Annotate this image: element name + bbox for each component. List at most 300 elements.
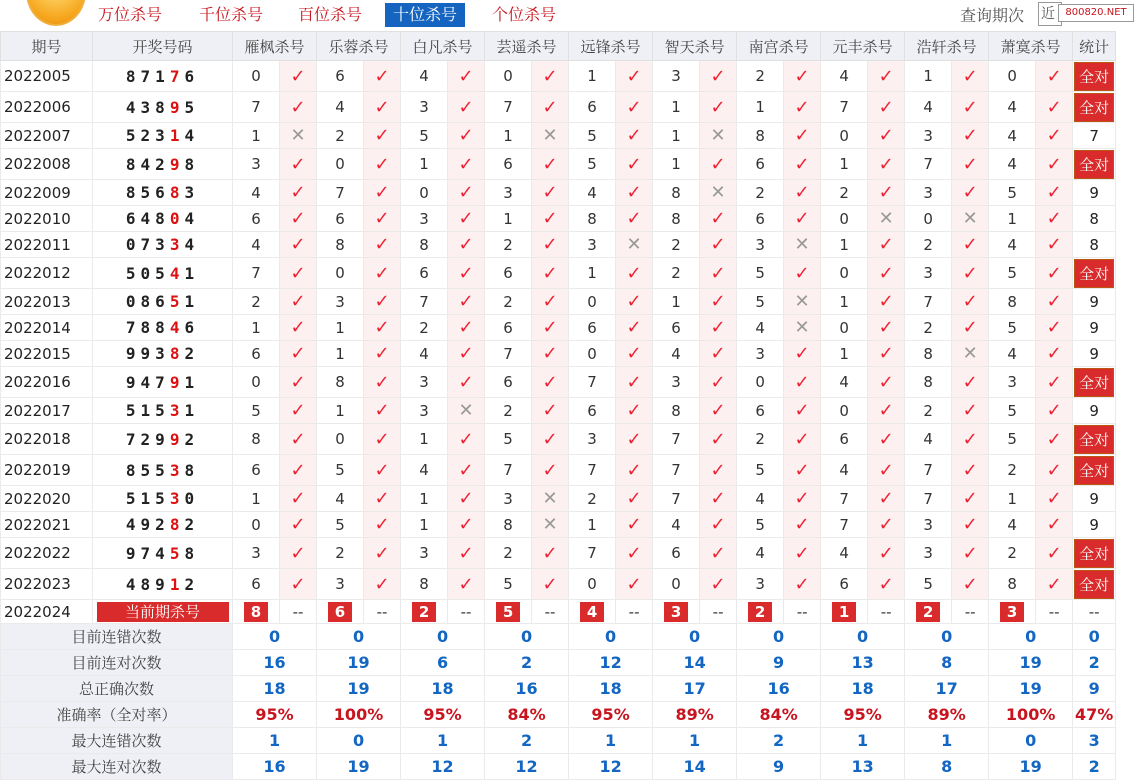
result-mark — [532, 149, 569, 180]
kill-number: 8 — [653, 398, 700, 424]
kill-number: 6 — [653, 538, 700, 569]
check-icon: ✓ — [374, 459, 390, 481]
check-icon: ✓ — [962, 182, 978, 203]
result-mark — [448, 232, 485, 258]
check-icon: ✓ — [710, 343, 726, 364]
result-mark — [532, 206, 569, 232]
check-icon: ✓ — [878, 234, 894, 255]
summary-value: 18 — [821, 676, 905, 702]
check-icon: ✓ — [878, 317, 894, 338]
draw-digit: 8 — [184, 460, 200, 480]
result-mark — [784, 569, 821, 600]
period-cell: 2022015 — [1, 341, 93, 367]
check-icon: ✓ — [878, 153, 894, 175]
kill-number: 6 — [569, 92, 616, 123]
summary-value: 16 — [737, 676, 821, 702]
check-icon: ✓ — [710, 542, 726, 564]
summary-value: 89% — [653, 702, 737, 728]
result-mark — [616, 232, 653, 258]
result-mark — [280, 258, 317, 289]
summary-value: 16 — [485, 676, 569, 702]
kill-number: 1 — [737, 92, 784, 123]
check-icon: ✓ — [374, 262, 390, 284]
result-mark — [868, 92, 905, 123]
result-mark — [952, 61, 989, 92]
result-mark — [700, 398, 737, 424]
draw-digit: 2 — [184, 515, 200, 534]
result-mark — [868, 206, 905, 232]
result-mark — [532, 123, 569, 149]
kill-number: 3 — [485, 180, 532, 206]
kill-number: 1 — [653, 289, 700, 315]
result-mark — [700, 232, 737, 258]
tab-4[interactable]: 十位杀号 — [385, 3, 465, 27]
predicted-kill-cell — [401, 600, 448, 624]
query-period-select[interactable]: 近 — [1038, 2, 1062, 26]
summary-value: 19 — [989, 676, 1073, 702]
top-bar — [0, 0, 1135, 31]
table-header-row — [1, 32, 1116, 61]
check-icon: ✓ — [794, 428, 810, 450]
period-cell: 2022011 — [1, 232, 93, 258]
result-mark — [448, 315, 485, 341]
check-icon: ✓ — [878, 573, 894, 595]
summary-value: 14 — [653, 754, 737, 780]
kill-number: 3 — [653, 61, 700, 92]
check-icon: ✓ — [374, 208, 390, 229]
kill-number: 1 — [317, 398, 364, 424]
result-mark — [616, 92, 653, 123]
check-icon: ✓ — [542, 234, 558, 255]
result-mark — [784, 180, 821, 206]
predicted-kill-number: 2 — [412, 602, 436, 622]
stat-cell — [1073, 455, 1116, 486]
col-expert: 远锋杀号 — [569, 32, 653, 61]
check-icon: ✓ — [878, 65, 894, 87]
result-mark — [364, 424, 401, 455]
check-icon: ✓ — [458, 459, 474, 481]
check-icon: ✓ — [710, 153, 726, 175]
pending-mark: -- — [448, 600, 485, 624]
stat-cell — [1073, 424, 1116, 455]
predicted-kill-number: 1 — [832, 602, 856, 622]
summary-label: 总正确次数 — [1, 676, 233, 702]
kill-number: 8 — [401, 232, 448, 258]
check-icon: ✓ — [962, 153, 978, 175]
period-cell: 2022023 — [1, 569, 93, 600]
check-icon: ✓ — [962, 262, 978, 284]
summary-value: 1 — [233, 728, 317, 754]
kill-number: 5 — [485, 424, 532, 455]
stat-cell — [1073, 289, 1116, 315]
result-mark — [364, 92, 401, 123]
check-icon: ✓ — [290, 371, 306, 393]
kill-number: 8 — [989, 289, 1036, 315]
summary-value: 1 — [905, 728, 989, 754]
summary-value: 19 — [317, 650, 401, 676]
result-mark — [448, 258, 485, 289]
kill-number: 0 — [401, 180, 448, 206]
kill-number: 4 — [401, 455, 448, 486]
result-mark — [952, 123, 989, 149]
result-mark — [532, 315, 569, 341]
period-cell: 2022007 — [1, 123, 93, 149]
stat-count: 8 — [1089, 235, 1099, 254]
result-mark — [952, 289, 989, 315]
check-icon: ✓ — [290, 65, 306, 87]
check-icon: ✓ — [626, 125, 642, 146]
cross-icon: ✕ — [458, 400, 474, 421]
result-mark — [280, 341, 317, 367]
result-mark — [616, 61, 653, 92]
kill-number: 1 — [401, 424, 448, 455]
stat-cell — [1073, 315, 1116, 341]
result-mark — [1036, 341, 1073, 367]
kill-number: 6 — [401, 258, 448, 289]
result-mark — [868, 258, 905, 289]
check-icon: ✓ — [794, 96, 810, 118]
kill-number: 5 — [905, 569, 952, 600]
summary-value: 19 — [989, 650, 1073, 676]
stat-cell — [1073, 341, 1116, 367]
summary-value: 16 — [233, 754, 317, 780]
kill-number: 1 — [569, 512, 616, 538]
result-mark — [532, 367, 569, 398]
kill-number: 6 — [317, 61, 364, 92]
kill-number: 2 — [905, 232, 952, 258]
kill-number: 7 — [653, 424, 700, 455]
draw-digit: 8 — [169, 515, 185, 534]
summary-value: 84% — [485, 702, 569, 728]
draw-digit: 1 — [169, 574, 185, 594]
result-mark — [280, 315, 317, 341]
all-correct-badge: 全对 — [1074, 456, 1114, 485]
draw-digit: 8 — [140, 292, 156, 311]
check-icon: ✓ — [542, 96, 558, 118]
check-icon: ✓ — [374, 400, 390, 421]
result-mark — [532, 341, 569, 367]
kill-number: 0 — [233, 367, 280, 398]
result-mark — [532, 61, 569, 92]
check-icon: ✓ — [290, 542, 306, 564]
pending-mark: -- — [532, 600, 569, 624]
kill-number: 4 — [989, 512, 1036, 538]
kill-number: 4 — [989, 92, 1036, 123]
period-cell: 2022012 — [1, 258, 93, 289]
kill-number: 0 — [821, 315, 868, 341]
col-expert: 白凡杀号 — [401, 32, 485, 61]
summary-value: 19 — [989, 754, 1073, 780]
summary-label: 目前连对次数 — [1, 650, 233, 676]
all-correct-badge: 全对 — [1074, 150, 1114, 179]
kill-number: 0 — [317, 149, 364, 180]
check-icon: ✓ — [458, 262, 474, 284]
draw-digit: 2 — [155, 154, 170, 174]
stat-count: 9 — [1089, 183, 1099, 202]
kill-number: 0 — [233, 512, 280, 538]
summary-value: 17 — [653, 676, 737, 702]
result-mark — [868, 341, 905, 367]
table-row — [1, 424, 1116, 455]
kill-number: 4 — [989, 232, 1036, 258]
result-mark — [1036, 149, 1073, 180]
check-icon: ✓ — [1046, 371, 1062, 393]
kill-number: 0 — [821, 258, 868, 289]
result-mark — [616, 289, 653, 315]
summary-stat: 47% — [1073, 702, 1116, 728]
draw-digit: 9 — [169, 97, 185, 117]
check-icon: ✓ — [626, 371, 642, 393]
kill-number: 2 — [317, 538, 364, 569]
result-mark — [700, 341, 737, 367]
check-icon: ✓ — [1046, 291, 1062, 312]
check-icon: ✓ — [710, 208, 726, 229]
kill-number: 6 — [233, 455, 280, 486]
pending-mark: -- — [616, 600, 653, 624]
cross-icon: ✕ — [626, 234, 642, 255]
check-icon: ✓ — [458, 291, 474, 312]
kill-number: 6 — [485, 258, 532, 289]
kill-number: 8 — [905, 341, 952, 367]
pending-mark: -- — [868, 600, 905, 624]
result-mark — [868, 424, 905, 455]
result-mark — [364, 538, 401, 569]
stat-cell — [1073, 206, 1116, 232]
result-mark — [448, 123, 485, 149]
result-mark — [952, 512, 989, 538]
draw-digit: 8 — [155, 318, 170, 337]
result-mark — [868, 455, 905, 486]
result-mark — [700, 538, 737, 569]
summary-value: 13 — [821, 650, 905, 676]
draw-digit: 8 — [184, 543, 200, 563]
check-icon: ✓ — [794, 573, 810, 595]
stat-count: 8 — [1089, 209, 1099, 228]
result-mark — [1036, 486, 1073, 512]
cross-icon: ✕ — [794, 234, 810, 255]
result-mark — [700, 180, 737, 206]
draw-digit: 4 — [184, 209, 200, 228]
predicted-kill-cell — [989, 600, 1036, 624]
kill-number: 2 — [653, 258, 700, 289]
check-icon: ✓ — [962, 291, 978, 312]
result-mark — [532, 180, 569, 206]
result-mark — [364, 61, 401, 92]
result-mark — [784, 232, 821, 258]
check-icon: ✓ — [962, 514, 978, 535]
summary-value: 9 — [737, 650, 821, 676]
result-mark — [700, 424, 737, 455]
result-mark — [364, 486, 401, 512]
draw-digit: 5 — [140, 183, 156, 202]
draw-digit: 3 — [169, 401, 185, 420]
result-mark — [616, 206, 653, 232]
summary-stat: 2 — [1073, 754, 1116, 780]
summary-value: 2 — [485, 650, 569, 676]
table-row — [1, 367, 1116, 398]
cross-icon: ✕ — [542, 514, 558, 535]
kill-number: 6 — [485, 367, 532, 398]
kill-number: 8 — [569, 206, 616, 232]
table-row — [1, 123, 1116, 149]
table-row — [1, 180, 1116, 206]
kill-number: 7 — [905, 289, 952, 315]
kill-number: 6 — [737, 206, 784, 232]
check-icon: ✓ — [542, 542, 558, 564]
summary-value: 100% — [989, 702, 1073, 728]
summary-value: 0 — [401, 624, 485, 650]
check-icon: ✓ — [1046, 573, 1062, 595]
kill-number: 7 — [401, 289, 448, 315]
col-expert: 浩轩杀号 — [905, 32, 989, 61]
current-kill-label: 当前期杀号 — [97, 602, 229, 622]
check-icon: ✓ — [794, 343, 810, 364]
tab-3[interactable]: 百位杀号 — [298, 5, 363, 24]
check-icon: ✓ — [290, 208, 306, 229]
summary-value: 95% — [401, 702, 485, 728]
col-expert: 芸遥杀号 — [485, 32, 569, 61]
summary-value: 12 — [485, 754, 569, 780]
draw-numbers — [93, 180, 233, 206]
check-icon: ✓ — [1046, 428, 1062, 450]
draw-digit: 5 — [125, 263, 141, 283]
summary-row — [1, 728, 1116, 754]
result-mark — [952, 398, 989, 424]
result-mark — [1036, 315, 1073, 341]
result-mark — [1036, 367, 1073, 398]
result-mark — [784, 455, 821, 486]
pending-mark: -- — [1036, 600, 1073, 624]
result-mark — [952, 232, 989, 258]
check-icon: ✓ — [290, 317, 306, 338]
result-mark — [952, 569, 989, 600]
check-icon: ✓ — [878, 514, 894, 535]
draw-digit: 6 — [125, 209, 141, 228]
kill-number: 1 — [317, 341, 364, 367]
summary-value: 0 — [317, 728, 401, 754]
summary-value: 18 — [401, 676, 485, 702]
check-icon: ✓ — [626, 400, 642, 421]
kill-number: 7 — [905, 149, 952, 180]
draw-digit: 1 — [169, 126, 185, 145]
table-row — [1, 538, 1116, 569]
kill-number: 6 — [569, 315, 616, 341]
result-mark — [868, 569, 905, 600]
stat-cell — [1073, 232, 1116, 258]
tab-5[interactable]: 个位杀号 — [492, 5, 557, 24]
summary-value: 2 — [485, 728, 569, 754]
stat-count: 7 — [1089, 126, 1099, 145]
summary-row — [1, 702, 1116, 728]
draw-digit: 4 — [169, 263, 185, 283]
check-icon: ✓ — [542, 153, 558, 175]
result-mark — [532, 512, 569, 538]
kill-number: 5 — [401, 123, 448, 149]
check-icon: ✓ — [458, 317, 474, 338]
check-icon: ✓ — [374, 317, 390, 338]
result-mark — [868, 538, 905, 569]
result-mark — [868, 149, 905, 180]
period-cell: 2022024 — [1, 600, 93, 624]
predicted-kill-number: 4 — [580, 602, 604, 622]
kill-number: 1 — [821, 289, 868, 315]
kill-number: 4 — [737, 486, 784, 512]
pending-stat: -- — [1073, 600, 1116, 624]
check-icon: ✓ — [710, 96, 726, 118]
period-cell: 2022018 — [1, 424, 93, 455]
kill-number: 4 — [989, 149, 1036, 180]
summary-value: 0 — [653, 624, 737, 650]
result-mark — [448, 512, 485, 538]
result-mark — [1036, 538, 1073, 569]
kill-number: 0 — [737, 367, 784, 398]
draw-digit: 5 — [155, 401, 170, 420]
summary-stat: 3 — [1073, 728, 1116, 754]
result-mark — [1036, 123, 1073, 149]
check-icon: ✓ — [710, 371, 726, 393]
summary-value: 0 — [485, 624, 569, 650]
check-icon: ✓ — [458, 208, 474, 229]
check-icon: ✓ — [962, 96, 978, 118]
cross-icon: ✕ — [710, 125, 726, 146]
kill-number: 0 — [653, 569, 700, 600]
result-mark — [700, 61, 737, 92]
draw-digit: 8 — [169, 183, 185, 202]
predicted-kill-number: 2 — [916, 602, 940, 622]
check-icon: ✓ — [1046, 459, 1062, 481]
current-label-cell — [93, 600, 233, 624]
check-icon: ✓ — [1046, 514, 1062, 535]
kill-number: 1 — [989, 206, 1036, 232]
table-row — [1, 258, 1116, 289]
period-cell: 2022016 — [1, 367, 93, 398]
kill-number: 4 — [989, 341, 1036, 367]
kill-number: 4 — [821, 455, 868, 486]
draw-digit: 5 — [155, 263, 170, 283]
summary-value: 0 — [317, 624, 401, 650]
kill-number: 2 — [737, 61, 784, 92]
check-icon: ✓ — [962, 573, 978, 595]
tab-1[interactable]: 万位杀号 — [98, 5, 163, 24]
stat-count: 9 — [1089, 515, 1099, 534]
summary-value: 0 — [989, 728, 1073, 754]
stat-cell — [1073, 258, 1116, 289]
table-row — [1, 289, 1116, 315]
tab-2[interactable]: 千位杀号 — [199, 5, 264, 24]
summary-value: 12 — [569, 754, 653, 780]
table-row — [1, 341, 1116, 367]
draw-digit: 3 — [184, 183, 200, 202]
kill-number: 8 — [737, 123, 784, 149]
draw-digit: 8 — [125, 183, 141, 202]
kill-number: 2 — [905, 315, 952, 341]
check-icon: ✓ — [626, 573, 642, 595]
summary-value: 12 — [401, 754, 485, 780]
draw-digit: 7 — [125, 429, 141, 449]
check-icon: ✓ — [458, 234, 474, 255]
check-icon: ✓ — [1046, 343, 1062, 364]
draw-digit: 9 — [125, 372, 141, 392]
result-mark — [784, 398, 821, 424]
check-icon: ✓ — [962, 371, 978, 393]
kill-number: 2 — [485, 398, 532, 424]
check-icon: ✓ — [542, 343, 558, 364]
draw-digit: 4 — [125, 515, 141, 534]
predicted-kill-cell — [737, 600, 784, 624]
draw-digit: 0 — [125, 292, 141, 311]
result-mark — [1036, 512, 1073, 538]
period-cell: 2022022 — [1, 538, 93, 569]
